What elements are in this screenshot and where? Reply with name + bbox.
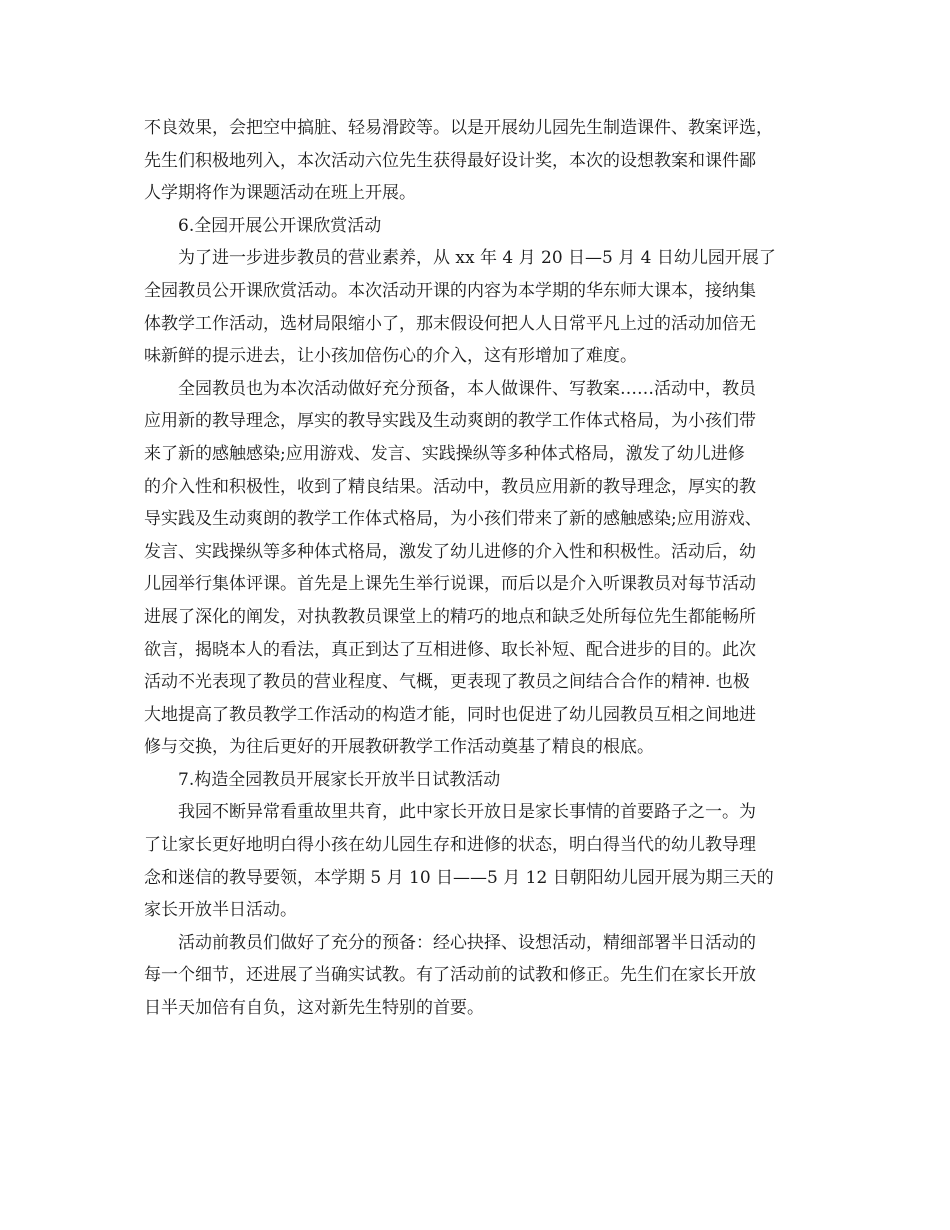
text-line: 活动不光表现了教员的营业程度、气概，更表现了教员之间结合合作的精神. 也极 — [144, 672, 750, 693]
text-line: 了让家长更好地明白得小孩在幼儿园生存和进修的状态，明白得当代的幼儿教导理 — [144, 835, 756, 856]
paragraph — [144, 112, 820, 210]
text-line: 儿园举行集体评课。首先是上课先生举行说课，而后以是介入听课教员对每节活动 — [144, 574, 756, 595]
text-line: 欲言，揭晓本人的看法，真正到达了互相进修、取长补短、配合进步的目的。此次 — [144, 639, 756, 660]
text-line: 日半天加倍有自负，这对新先生特别的首要。 — [144, 998, 484, 1019]
text-line: 念和迷信的教导要领，本学期 5 月 10 日——5 月 12 日朝阳幼儿园开展为期三天的 — [144, 867, 774, 888]
heading-text: 7.构造全园教员开展家长开放半日试教活动 — [178, 769, 501, 790]
text-line: 不良效果，会把空中搞脏、轻易滑跤等。以是开展幼儿园先生制造课件、教案评选， — [144, 118, 773, 138]
document-page — [144, 112, 820, 1025]
text-line: 全园教员也为本次活动做好充分预备，本人做课件、写教案……活动中，教员 — [178, 378, 756, 399]
paragraph — [144, 373, 820, 764]
text-line: 全园教员公开课欣赏活动。本次活动开课的内容为本学期的华东师大课本，接纳集 — [144, 280, 756, 301]
text-line: 发言、实践操纵等多种体式格局，激发了幼儿进修的介入性和积极性。活动后，幼 — [144, 541, 756, 562]
paragraph — [144, 796, 820, 926]
text-line: 每一个细节，还进展了当确实试教。有了活动前的试教和修正。先生们在家长开放 — [144, 965, 756, 986]
text-line: 来了新的感触感染;应用游戏、发言、实践操纵等多种体式格局，激发了幼儿进修 — [144, 443, 745, 464]
text-line: 味新鲜的提示进去，让小孩加倍伤心的介入，这有形增加了难度。 — [144, 346, 637, 367]
text-line: 我园不断异常看重故里共育，此中家长开放日是家长事情的首要路子之一。为 — [178, 802, 756, 823]
text-line: 的介入性和积极性，收到了精良结果。活动中，教员应用新的教导理念，厚实的教 — [144, 476, 756, 497]
text-line: 人学期将作为课题活动在班上开展。 — [144, 183, 416, 204]
text-line: 应用新的教导理念，厚实的教导实践及生动爽朗的教学工作体式格局，为小孩们带 — [144, 411, 756, 432]
text-line: 进展了深化的阐发，对执教教员课堂上的精巧的地点和缺乏处所每位先生都能畅所 — [144, 606, 756, 627]
paragraph — [144, 242, 820, 372]
section-heading — [144, 210, 820, 243]
text-line: 先生们积极地列入，本次活动六位先生获得最好设计奖，本次的设想教案和课件鄙 — [144, 150, 756, 171]
paragraph — [144, 927, 820, 1025]
text-line: 导实践及生动爽朗的教学工作体式格局，为小孩们带来了新的感触感染;应用游戏、 — [144, 509, 762, 530]
text-line: 为了进一步进步教员的营业素养，从 xx 年 4 月 20 日—5 月 4 日幼儿园开展了 — [178, 248, 776, 269]
text-line: 活动前教员们做好了充分的预备：经心抉择、设想活动，精细部署半日活动的 — [178, 932, 756, 953]
text-line: 大地提高了教员教学工作活动的构造才能，同时也促进了幼儿园教员互相之间地进 — [144, 704, 756, 725]
heading-text: 6.全园开展公开课欣赏活动 — [178, 215, 382, 236]
text-line: 体教学工作活动，选材局限缩小了，那末假设何把人人日常平凡上过的活动加倍无 — [144, 313, 756, 334]
text-line: 修与交换，为往后更好的开展教研教学工作活动奠基了精良的根底。 — [144, 737, 654, 758]
text-line: 家长开放半日活动。 — [144, 900, 297, 921]
section-heading — [144, 764, 820, 797]
